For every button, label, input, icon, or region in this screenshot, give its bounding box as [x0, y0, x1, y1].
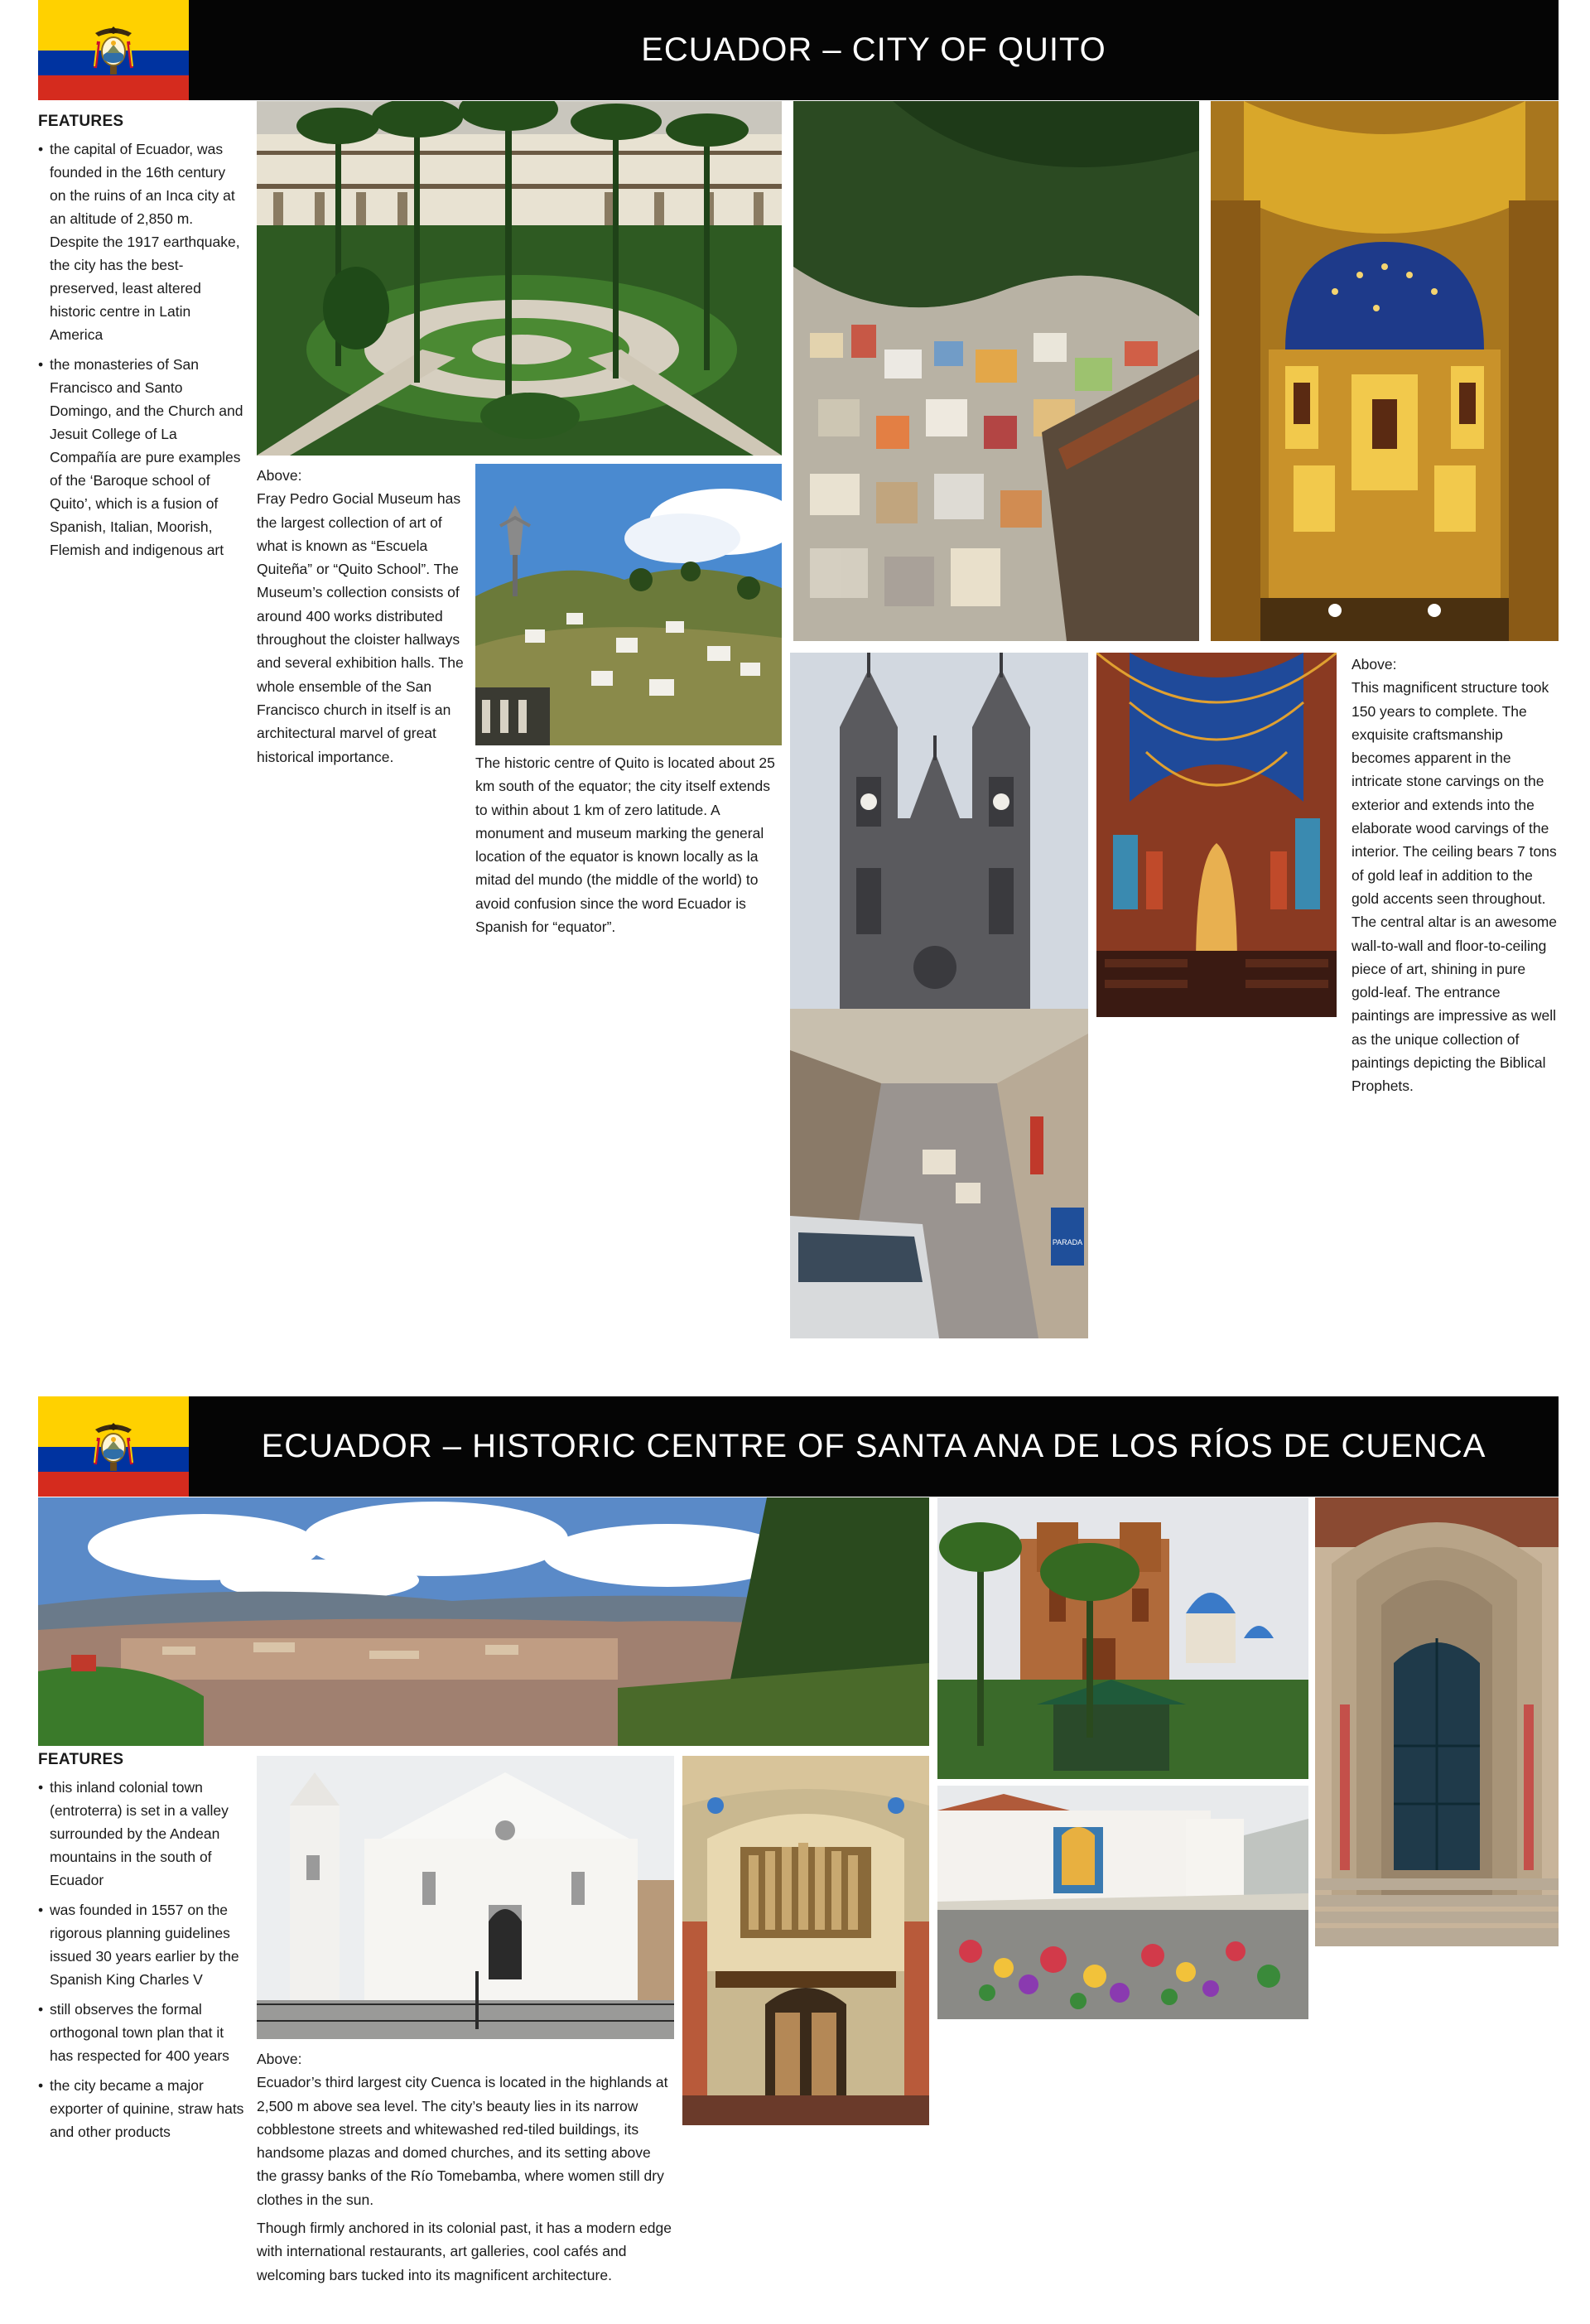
- feature-item: • this inland colonial town (entroterra) is set in a valley surrounded by the Andean mountains in the south of Ecuador: [38, 1776, 245, 1892]
- caption-label: Above:: [257, 2051, 302, 2067]
- caption-text: Though firmly anchored in its colonial past, it has a modern edge with international restaurants, art galleries, cool cafés and welcoming bars tucked into its magnificent architecture.: [257, 2220, 672, 2283]
- coat-of-arms-icon: [92, 1421, 135, 1473]
- features-heading: FEATURES: [38, 1751, 124, 1768]
- page-title: ECUADOR – HISTORIC CENTRE OF SANTA ANA DE LOS RÍOS DE CUENCA: [189, 1396, 1559, 1497]
- quito-hillside-photo: [793, 101, 1199, 641]
- church-caption: [1352, 653, 1560, 1098]
- feature-item: • the capital of Ecuador, was founded in the 16th century on the ruins of an Inca city at an altitude of 2,850 m. Despite the 1917 earthquake, the city has the best-preserved, least altered historic centre in Latin America: [38, 137, 245, 346]
- equator-caption: The historic centre of Quito is located about 25 km south of the equator; the city itself extends to within about 1 km of zero latitude. A monument and museum marking the general location of the equator is known locally as la mitad del mundo (the middle of the world) to avoid confusion since the word Ecuador is Spanish for “equator”.: [475, 755, 775, 936]
- caption-text: Ecuador’s third largest city Cuenca is located in the highlands at 2,500 m above sea level. The city’s beauty lies in its narrow cobblestone streets and whitewashed red-tiled buildings, its handsome plazas and domed churches, and its setting above the grassy banks of the Río Tomebamba, where women still dry clothes in the sun.: [257, 2074, 668, 2208]
- feature-item: • the city became a major exporter of quinine, straw hats and other products: [38, 2074, 245, 2143]
- feature-item: • was founded in 1557 on the rigorous planning guidelines issued 30 years earlier by the Spanish King Charles V: [38, 1898, 245, 1991]
- street-sign-text: PARADA: [1052, 1238, 1083, 1246]
- basilica-street-photo: [790, 653, 1088, 1338]
- new-cathedral-photo: [937, 1497, 1308, 1779]
- cloister-garden-photo: [257, 101, 782, 456]
- features-block: [38, 113, 245, 568]
- caption-text: This magnificent structure took 150 years to complete. The exquisite craftsmanship becomes apparent in the intricate stone carvings on the exterior and extends into the elaborate wood carvings of the interior. The ceiling bears 7 tons of gold leaf in addition to the gold accents seen throughout. The central altar is an awesome wall-to-wall and floor-to-ceiling piece of art, shining in pure gold-leaf. The entrance paintings are impressive as well as the unique collection of paintings depicting the Biblical Prophets.: [1352, 679, 1558, 1095]
- feature-item: • still observes the formal orthogonal town plan that it has respected for 400 years: [38, 1998, 245, 2067]
- panecillo-hill-photo: [475, 464, 782, 745]
- ecuador-flag: [38, 0, 189, 100]
- features-block: [38, 1751, 245, 2150]
- coat-of-arms-icon: [92, 25, 135, 76]
- white-church-photo: [257, 1756, 674, 2039]
- feature-item: • the monasteries of San Francisco and Santo Domingo, and the Church and Jesuit College of La Compañía are pure examples of the ‘Baroque school of Quito’, which is a fusion of Spanish, Italian, Moorish, Flemish and indigenous art: [38, 353, 245, 562]
- caption-label: Above:: [1352, 656, 1397, 673]
- carved-portal-photo: [1315, 1497, 1559, 1946]
- cuenca-caption: [257, 2047, 674, 2292]
- cuenca-panorama-photo: [38, 1497, 929, 1746]
- ecuador-flag: [38, 1396, 189, 1497]
- gothic-nave-photo: [1096, 653, 1337, 1017]
- features-heading: FEATURES: [38, 113, 124, 130]
- church-organ-interior-photo: [682, 1756, 929, 2125]
- flower-market-photo: [937, 1786, 1308, 2019]
- page-title: ECUADOR – CITY OF QUITO: [189, 0, 1559, 100]
- golden-church-interior-photo: [1211, 101, 1559, 641]
- museum-caption: [257, 464, 464, 769]
- caption-label: Above:: [257, 467, 302, 484]
- caption-text: Fray Pedro Gocial Museum has the largest collection of art of what is known as “Escuela Quiteña” or “Quito School”. The Museum’s collection consists of around 400 works distributed throughout the cloister hallways and several exhibition halls. The whole ensemble of the San Francisco church in itself is an architectural marvel of great historical importance.: [257, 490, 464, 765]
